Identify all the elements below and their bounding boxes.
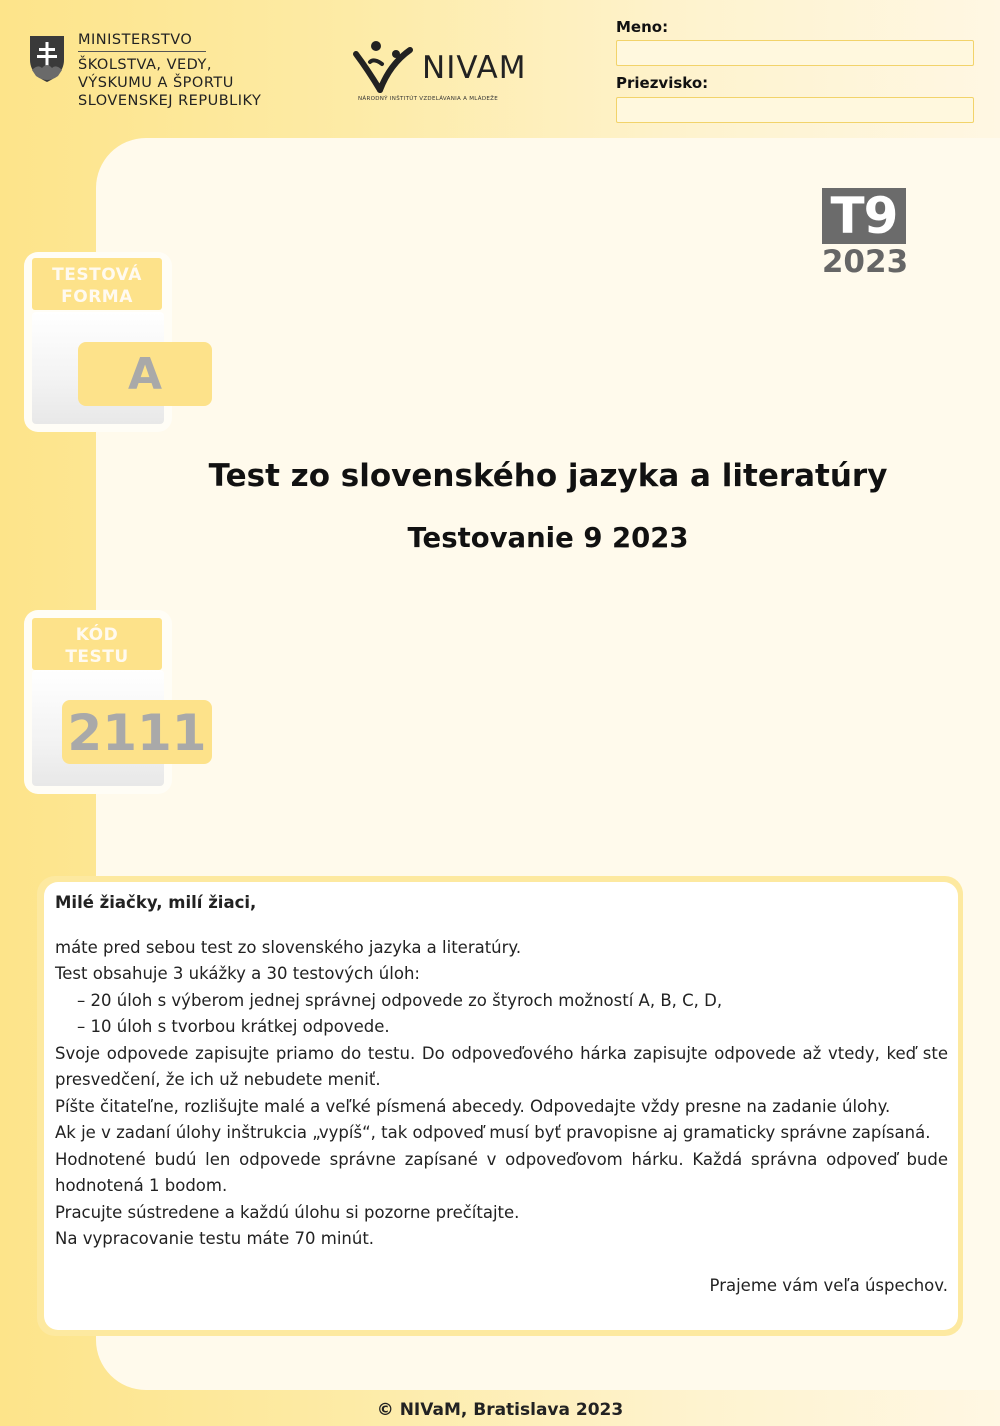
surname-label: Priezvisko: [616,74,709,92]
instructions-p1: máte pred sebou test zo slovenského jazyka a literatúry. [55,937,522,957]
name-field[interactable] [616,40,974,66]
t9-year: 2023 [821,244,909,280]
nivam-figure-icon [352,40,418,96]
instructions-p3: Svoje odpovede zapisujte priamo do testu. Do odpoveďového hárka zapisujte odpovede až vtedy, keď ste presvedčení, že ich už nebudete meniť. [55,1043,948,1089]
instructions-p8: Na vypracovanie testu máte 70 minút. [55,1229,375,1248]
instructions-box [44,882,958,1330]
page-subtitle: Testovanie 9 2023 [407,522,689,554]
instructions-p7: Pracujte sústredene a každú úlohu si pozorne prečítajte. [55,1202,520,1222]
test-code-label [32,618,162,670]
instructions-p6: Hodnotené budú len odpovede správne zapísané v odpoveďovom hárku. Každá správna odpoveď bude hodnotená 1 bodom. [55,1149,948,1195]
footer-copyright: © NIVaM, Bratislava 2023 [376,1400,624,1420]
test-form-label-line2: FORMA [61,287,133,307]
ministry-line2: ŠKOLSTVA, VEDY, [78,57,213,73]
ministry-line3: VÝSKUMU A ŠPORTU [78,75,234,91]
ministry-underline [78,51,206,52]
instructions-item1: – 20 úloh s výberom jednej správnej odpovede zo štyroch možností A, B, C, D, [77,990,723,1010]
test-code-label-line2: TESTU [65,647,129,667]
page-title: Test zo slovenského jazyka a literatúry [208,458,888,494]
ministry-line4: SLOVENSKEJ REPUBLIKY [78,93,262,109]
instructions-p4: Píšte čitateľne, rozlišujte malé a veľké písmená abecedy. Odpovedajte vždy presne na zadanie úlohy. [55,1096,891,1116]
t9-badge: T9 [822,188,906,244]
instructions-p2: Test obsahuje 3 ukážky a 30 testových úloh: [55,964,420,983]
test-form-value: A [78,342,212,406]
ministry-line1: MINISTERSTVO [78,32,193,48]
test-form-label [32,258,162,310]
test-code-value: 2111 [62,700,212,764]
instructions-greeting: Milé žiačky, milí žiaci, [55,893,257,912]
test-form-label-line1: TESTOVÁ [52,265,142,285]
test-code-label-line1: KÓD [75,625,119,645]
name-label: Meno: [616,18,669,36]
instructions-p5: Ak je v zadaní úlohy inštrukcia „vypíš“, tak odpoveď musí byť pravopisne aj gramaticky správne zapísaná. [55,1123,931,1142]
instructions-item2: – 10 úloh s tvorbou krátkej odpovede. [77,1017,390,1036]
test-form-card [24,252,172,432]
nivam-logo [352,38,542,108]
nivam-wordmark: NIVAM [422,50,527,86]
instructions-wish: Prajeme vám veľa úspechov. [709,1275,948,1295]
surname-field[interactable] [616,97,974,123]
nivam-subtitle: NÁRODNÝ INŠTITÚT VZDELÁVANIA A MLÁDEŽE [358,96,499,102]
test-code-card [24,610,207,794]
slovak-coat-of-arms-icon [28,34,66,84]
